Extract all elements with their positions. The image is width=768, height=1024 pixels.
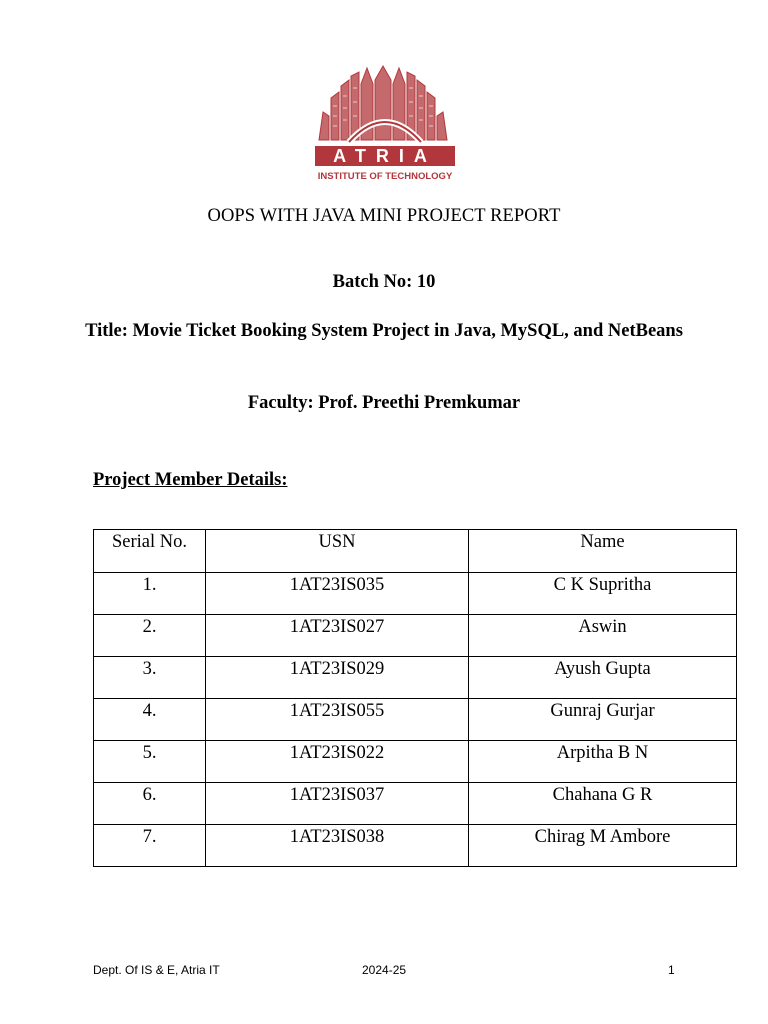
cell-name: Aswin xyxy=(469,615,737,657)
cell-usn: 1AT23IS035 xyxy=(206,573,469,615)
cell-usn: 1AT23IS038 xyxy=(206,825,469,867)
cell-serial: 4. xyxy=(94,699,206,741)
logo-tagline: INSTITUTE OF TECHNOLOGY xyxy=(317,171,453,182)
table-row xyxy=(94,699,737,741)
cell-serial: 6. xyxy=(94,783,206,825)
footer-page-number: 1 xyxy=(668,963,675,977)
cell-serial: 5. xyxy=(94,741,206,783)
table-row xyxy=(94,657,737,699)
footer-year: 2024-25 xyxy=(362,963,407,977)
cell-usn: 1AT23IS027 xyxy=(206,615,469,657)
project-title: Title: Movie Ticket Booking System Project in Java, MySQL, and NetBeans xyxy=(85,321,683,341)
table-row xyxy=(94,825,737,867)
cell-usn: 1AT23IS055 xyxy=(206,699,469,741)
footer-dept: Dept. Of IS & E, Atria IT xyxy=(93,963,220,977)
cell-usn: 1AT23IS037 xyxy=(206,783,469,825)
table-row xyxy=(94,783,737,825)
cell-serial: 3. xyxy=(94,657,206,699)
table-header-row xyxy=(94,530,737,573)
cell-name: Ayush Gupta xyxy=(469,657,737,699)
cell-name: Chirag M Ambore xyxy=(469,825,737,867)
cell-usn: 1AT23IS029 xyxy=(206,657,469,699)
report-title: OOPS WITH JAVA MINI PROJECT REPORT xyxy=(207,206,561,226)
atria-logo-graphic xyxy=(309,62,461,184)
cell-name: Chahana G R xyxy=(469,783,737,825)
members-heading: Project Member Details: xyxy=(93,470,288,490)
header-serial: Serial No. xyxy=(94,530,206,573)
members-table xyxy=(93,529,737,867)
cell-name: Gunraj Gurjar xyxy=(469,699,737,741)
institute-logo xyxy=(309,62,461,184)
cell-name: Arpitha B N xyxy=(469,741,737,783)
batch-number: Batch No: 10 xyxy=(332,272,436,292)
cell-name: C K Supritha xyxy=(469,573,737,615)
cell-serial: 7. xyxy=(94,825,206,867)
table-row xyxy=(94,573,737,615)
header-name: Name xyxy=(469,530,737,573)
faculty-name: Faculty: Prof. Preethi Premkumar xyxy=(247,393,521,413)
cell-usn: 1AT23IS022 xyxy=(206,741,469,783)
cell-serial: 2. xyxy=(94,615,206,657)
table-row xyxy=(94,615,737,657)
table-row xyxy=(94,741,737,783)
cell-serial: 1. xyxy=(94,573,206,615)
header-usn: USN xyxy=(206,530,469,573)
logo-wordmark: ATRIA xyxy=(333,146,437,166)
